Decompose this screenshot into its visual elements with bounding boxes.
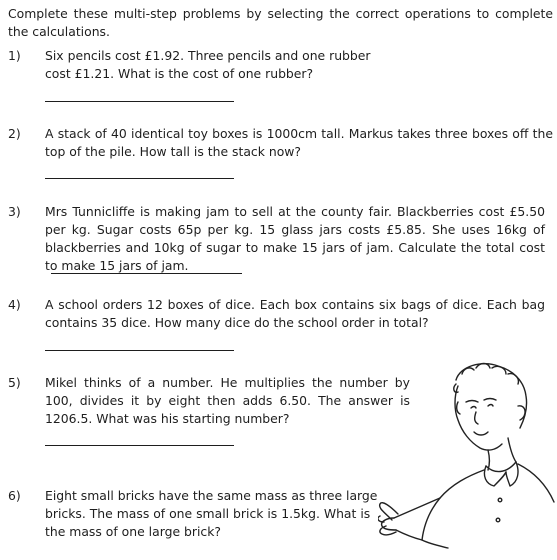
question-text: A school orders 12 boxes of dice. Each box contains six bags of dice. Each bag contains 35 dice. How many dice do the school order in total? [45, 297, 545, 330]
question-number: 2) [8, 126, 21, 141]
answer-line-3[interactable] [51, 273, 242, 274]
question-number: 5) [8, 375, 21, 390]
question-text: Mrs Tunnicliffe is making jam to sell at the county fair. Blackberries cost £5.50 per kg. Sugar costs 65p per kg. 15 glass jars costs £5.85. She uses 16kg of blackberries and 10kg of sugar to make 15 jars of jam. Calculate the total cost to make 15 jars of jam. [45, 204, 545, 273]
question-text: Eight small bricks have the same mass as three large bricks. The mass of one small brick is 1.5kg. What is the mass of one large brick? [45, 488, 378, 539]
question-text: A stack of 40 identical toy boxes is 1000cm tall. Markus takes three boxes off the top of the pile. How tall is the stack now? [45, 126, 553, 159]
question-text: Mikel thinks of a number. He multiplies the number by 100, divides it by eight then adds 6.50. The answer is 1206.5. What was his starting number? [45, 375, 410, 426]
thinking-boy-illustration [378, 362, 557, 555]
answer-line-2[interactable] [45, 178, 234, 179]
answer-line-5[interactable] [45, 445, 234, 446]
answer-line-4[interactable] [45, 350, 234, 351]
question-number: 3) [8, 204, 21, 219]
question-number: 6) [8, 488, 21, 503]
question-text: Six pencils cost £1.92. Three pencils and one rubber cost £1.21. What is the cost of one rubber? [45, 48, 371, 81]
instructions: Complete these multi-step problems by selecting the correct operations to complete the calculations. [8, 6, 553, 39]
question-number: 1) [8, 48, 21, 63]
answer-line-1[interactable] [45, 101, 234, 102]
question-number: 4) [8, 297, 21, 312]
